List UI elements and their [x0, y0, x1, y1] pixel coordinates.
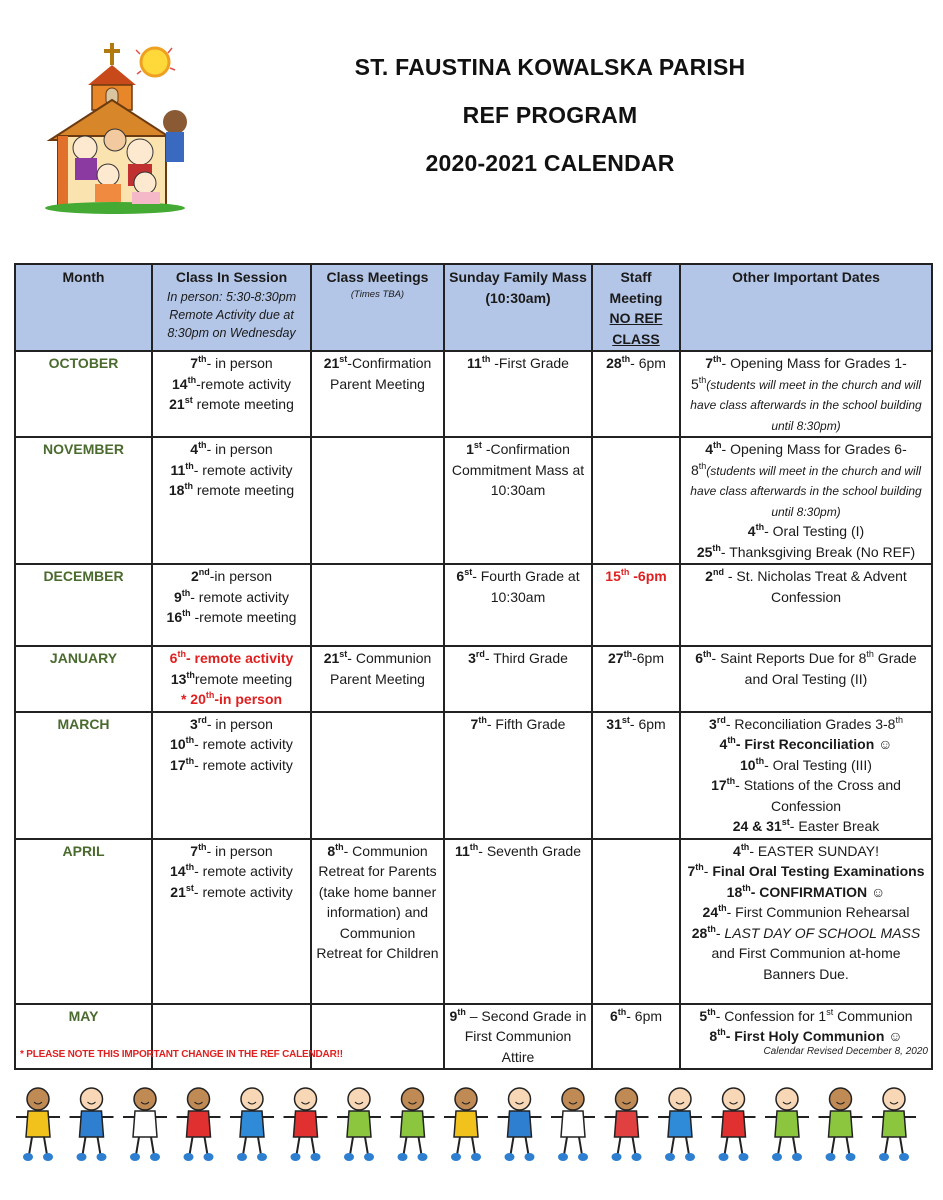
calendar-entry: 21st-Confirmation Parent Meeting	[323, 354, 432, 392]
table-header-row	[15, 264, 932, 351]
calendar-entry: 2nd - St. Nicholas Treat & Advent Confession	[705, 567, 907, 605]
calendar-entry: 2nd-in person	[190, 567, 273, 584]
calendar-entry: 4th- First Reconciliation ☺	[719, 735, 893, 752]
calendar-entry: 27th-6pm	[608, 649, 664, 666]
class-session-cell	[152, 646, 311, 712]
calendar-entry: 14th- remote activity	[170, 862, 293, 879]
calendar-entry: 11th- remote activity	[170, 460, 293, 478]
calendar-entry: 7th- in person	[190, 354, 273, 371]
class-session-cell	[152, 437, 311, 564]
other-dates-cell	[680, 839, 932, 1004]
calendar-entry: 11th- Seventh Grade	[454, 841, 582, 859]
class-meetings-cell	[311, 351, 444, 437]
table-row-october	[15, 351, 932, 437]
table-row-november	[15, 437, 932, 564]
calendar-entry: 28th- 6pm	[606, 354, 666, 371]
calendar-entry: 5th- Confession for 1st Communion	[699, 1006, 913, 1024]
col-header-month: Month	[15, 264, 152, 351]
program-title: REF PROGRAM	[462, 102, 638, 128]
class-session-cell	[152, 839, 311, 1004]
calendar-entry: 1st -Confirmation Commitment Mass at 10:30am	[451, 440, 585, 498]
month-cell: MAY	[15, 1004, 152, 1070]
calendar-year-title: 2020-2021 CALENDAR	[425, 150, 675, 176]
document-title-block	[290, 48, 810, 192]
table-row-december	[15, 564, 932, 646]
ref-calendar-table	[14, 263, 933, 1070]
other-dates-cell	[680, 1004, 932, 1070]
calendar-entry: 31st- 6pm	[606, 714, 666, 732]
col-header-sunday-mass: Sunday Family Mass (10:30am)	[444, 264, 592, 351]
table-row-april	[15, 839, 932, 1004]
sunday-mass-cell	[444, 437, 592, 564]
calendar-entry: 8th- First Holy Communion ☺	[709, 1027, 903, 1044]
staff-meeting-cell	[592, 646, 680, 712]
children-holding-hands-banner-icon	[10, 1075, 935, 1165]
month-cell: DECEMBER	[15, 564, 152, 646]
calendar-entry: 9th – Second Grade in First Communion Attire	[449, 1006, 587, 1065]
calendar-entry: * 20th-in person	[180, 690, 283, 707]
calendar-entry: 7th- Final Oral Testing Examinations	[687, 862, 925, 879]
calendar-entry: 7th- in person	[190, 841, 273, 859]
sunday-mass-cell	[444, 564, 592, 646]
sunday-mass-cell	[444, 1004, 592, 1070]
calendar-entry: 14th-remote activity	[172, 374, 291, 392]
class-meetings-cell	[311, 437, 444, 564]
class-session-cell	[152, 712, 311, 839]
calendar-entry: 24 & 31st- Easter Break	[732, 817, 880, 834]
table-row-january	[15, 646, 932, 712]
calendar-entry: 18th remote meeting	[168, 481, 295, 498]
calendar-entry: 3rd- Third Grade	[468, 649, 568, 666]
other-dates-cell	[680, 564, 932, 646]
calendar-entry: 9th- remote activity	[173, 587, 290, 605]
other-dates-cell	[680, 646, 932, 712]
calendar-entry: 21st remote meeting	[169, 395, 294, 412]
staff-meeting-cell	[592, 351, 680, 437]
col-header-staff-meeting: Staff Meeting NO REF CLASS	[592, 264, 680, 351]
month-cell: APRIL	[15, 839, 152, 1004]
class-session-cell	[152, 564, 311, 646]
class-meetings-cell	[311, 712, 444, 839]
calendar-entry: 15th -6pm	[605, 567, 667, 584]
church-children-logo-icon	[40, 40, 200, 215]
col-header-class-in-session: Class In Session In person: 5:30-8:30pm Remote Activity due at 8:30pm on Wednesday	[152, 264, 311, 351]
class-meetings-cell	[311, 839, 444, 1004]
calendar-entry: 18th- CONFIRMATION ☺	[726, 882, 886, 900]
month-cell: MARCH	[15, 712, 152, 839]
calendar-entry: 28th- LAST DAY OF SCHOOL MASS and First Communion at-home Banners Due.	[691, 923, 921, 982]
sunday-mass-cell	[444, 351, 592, 437]
class-meetings-cell	[311, 646, 444, 712]
important-change-note: * PLEASE NOTE THIS IMPORTANT CHANGE IN THE REF CALENDAR!!	[20, 1049, 343, 1060]
other-dates-cell	[680, 437, 932, 564]
staff-meeting-cell	[592, 437, 680, 564]
revision-date: Calendar Revised December 8, 2020	[763, 1046, 928, 1057]
calendar-entry: 3rd- Reconciliation Grades 3-8th	[709, 714, 903, 732]
class-meetings-cell	[311, 564, 444, 646]
calendar-entry: 4th- in person	[190, 440, 273, 457]
calendar-entry: 6th- 6pm	[609, 1006, 663, 1024]
calendar-entry: 8th- Communion Retreat for Parents (take home banner information) and Communion Retreat for Children	[316, 841, 439, 961]
col-header-other-dates: Other Important Dates	[680, 264, 932, 351]
table-row-march	[15, 712, 932, 839]
col-header-class-meetings: Class Meetings (Times TBA)	[311, 264, 444, 351]
other-dates-cell	[680, 712, 932, 839]
month-cell: JANUARY	[15, 646, 152, 712]
calendar-entry: 4th- Oral Testing (I)	[747, 522, 865, 539]
calendar-entry: 6th- remote activity	[169, 649, 294, 666]
calendar-entry: 3rd- in person	[190, 714, 273, 732]
calendar-entry: 17th- remote activity	[170, 755, 293, 773]
class-session-cell	[152, 351, 311, 437]
calendar-entry: 13thremote meeting	[170, 669, 293, 687]
calendar-entry: 4th- EASTER SUNDAY!	[733, 841, 879, 859]
calendar-entry: 7th- Fifth Grade	[470, 714, 566, 732]
calendar-entry: 4th- Opening Mass for Grades 6-8th(students will meet in the church and will have class afterwards in the school building until 8:30pm)	[690, 440, 922, 519]
calendar-entry: 10th- Oral Testing (III)	[740, 755, 872, 773]
calendar-entry: 6th- Saint Reports Due for 8th Grade and Oral Testing (II)	[695, 649, 917, 687]
month-cell: OCTOBER	[15, 351, 152, 437]
calendar-entry: 21st- Communion Parent Meeting	[323, 649, 432, 687]
other-dates-cell	[680, 351, 932, 437]
calendar-entry: 11th -First Grade	[467, 354, 569, 371]
sunday-mass-cell	[444, 839, 592, 1004]
calendar-entry: 17th- Stations of the Cross and Confession	[711, 776, 901, 814]
calendar-entry: 16th -remote meeting	[166, 608, 297, 625]
month-cell: NOVEMBER	[15, 437, 152, 564]
staff-meeting-cell	[592, 712, 680, 839]
parish-name-title: ST. FAUSTINA KOWALSKA PARISH	[354, 54, 746, 80]
sunday-mass-cell	[444, 712, 592, 839]
calendar-entry: 6st- Fourth Grade at 10:30am	[456, 567, 580, 605]
calendar-entry: 7th- Opening Mass for Grades 1-5th(students will meet in the church and will have class afterwards in the school building until 8:30pm)	[690, 354, 922, 433]
calendar-entry: 21st- remote activity	[170, 882, 293, 900]
staff-meeting-cell	[592, 564, 680, 646]
staff-meeting-cell	[592, 1004, 680, 1070]
sunday-mass-cell	[444, 646, 592, 712]
calendar-entry: 24th- First Communion Rehearsal	[702, 903, 910, 920]
calendar-entry: 10th- remote activity	[170, 735, 293, 752]
staff-meeting-cell	[592, 839, 680, 1004]
calendar-entry: 25th- Thanksgiving Break (No REF)	[696, 542, 916, 560]
